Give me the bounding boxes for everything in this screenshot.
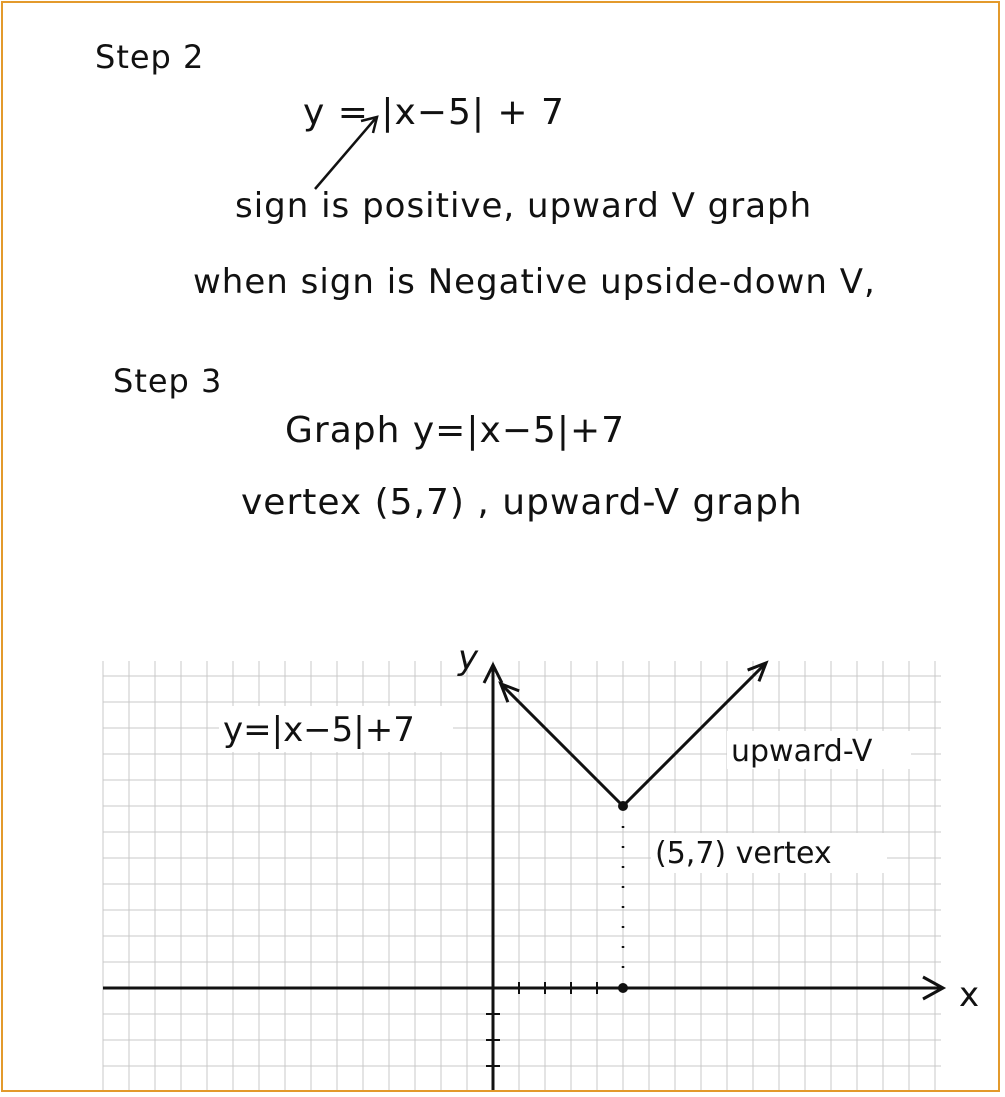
vertex-point <box>618 801 628 811</box>
graph-figure <box>3 3 1000 1092</box>
worksheet-page <box>1 1 1000 1092</box>
step2-negative-note: when sign is Negative upside-down V, <box>193 262 876 302</box>
step2-equation: y = |x−5| + 7 <box>303 92 565 133</box>
step2-heading: Step 2 <box>95 38 205 76</box>
absolute-value-v-curve <box>501 663 766 806</box>
vertex-label: (5,7) vertex <box>655 836 832 871</box>
graph-equation-label: y=|x−5|+7 <box>223 710 415 750</box>
step3-vertex-note: vertex (5,7) , upward-V graph <box>241 482 803 523</box>
x-axis-label: x <box>959 975 980 1015</box>
y-axis-label: y <box>458 638 479 678</box>
graph-curve <box>501 663 766 993</box>
step3-graph-label: Graph y=|x−5|+7 <box>285 410 626 451</box>
vertex-x-intercept-point <box>618 983 628 993</box>
step3-heading: Step 3 <box>113 362 223 400</box>
upward-v-label: upward-V <box>731 734 873 769</box>
step2-positive-note: sign is positive, upward V graph <box>235 186 813 226</box>
sign-pointer-arrow <box>315 119 375 189</box>
